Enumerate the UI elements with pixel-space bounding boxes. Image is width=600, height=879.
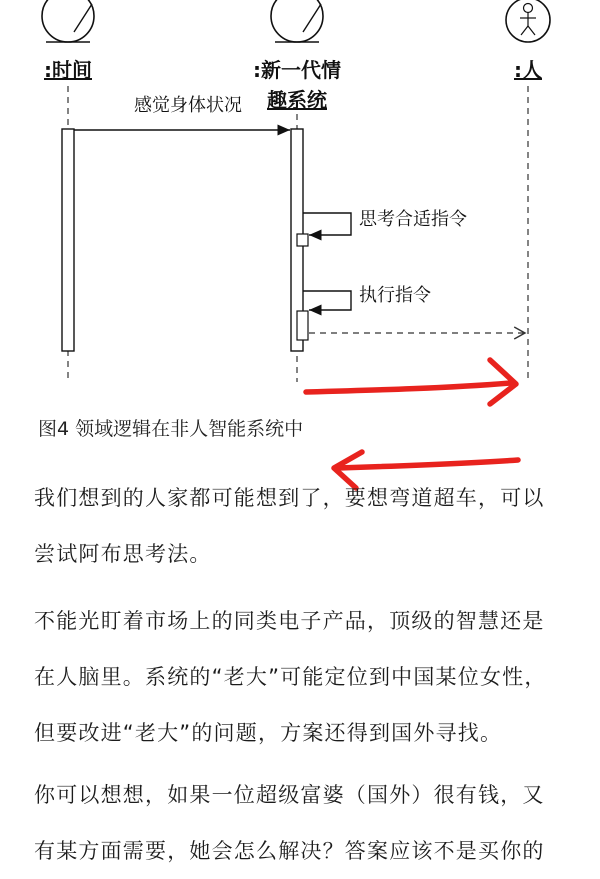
paragraph-line: 尝试阿布思考法。 bbox=[34, 542, 212, 566]
figure-caption: 图4 领域逻辑在非人智能系统中 bbox=[38, 418, 304, 440]
execute-self-message-arrow bbox=[303, 291, 351, 310]
system-lifeline-head bbox=[271, 0, 323, 42]
system-lifeline-label-line2: 趣系统 bbox=[267, 88, 327, 112]
time-activation-bar bbox=[62, 129, 74, 351]
paragraph-line: 我们想到的人家都可能想到了，要想弯道超车，可以 bbox=[34, 486, 545, 510]
paragraph-3 bbox=[34, 767, 594, 879]
time-lifeline-head bbox=[42, 0, 94, 42]
paragraph-1 bbox=[34, 470, 594, 582]
think-self-message-arrow bbox=[303, 213, 351, 235]
paragraph-2 bbox=[34, 593, 594, 761]
paragraph-line: 不能光盯着市场上的同类电子产品，顶级的智慧还是 bbox=[34, 609, 545, 633]
paragraph-line: 在人脑里。系统的“老大”可能定位到中国某位女性， bbox=[34, 665, 547, 689]
execute-activation-bar bbox=[297, 311, 308, 340]
think-activation-bar bbox=[297, 234, 308, 246]
system-lifeline-label-line1: :新一代情 bbox=[253, 58, 341, 82]
execute-message-label: 执行指令 bbox=[359, 285, 431, 306]
paragraph-line: 你可以想想，如果一位超级富婆（国外）很有钱，又 bbox=[34, 783, 545, 807]
think-message-label: 思考合适指令 bbox=[359, 209, 467, 230]
person-actor-icon bbox=[506, 0, 550, 42]
sequence-diagram bbox=[0, 0, 600, 415]
person-lifeline-label: :人 bbox=[514, 58, 542, 82]
time-lifeline-label: :时间 bbox=[44, 58, 92, 82]
sense-message-label: 感觉身体状况 bbox=[134, 95, 242, 116]
red-annotation-arrow-right bbox=[306, 360, 516, 404]
paragraph-line: 但要改进“老大”的问题，方案还得到国外寻找。 bbox=[34, 721, 503, 745]
paragraph-line: 有某方面需要，她会怎么解决？答案应该不是买你的 bbox=[34, 839, 545, 863]
